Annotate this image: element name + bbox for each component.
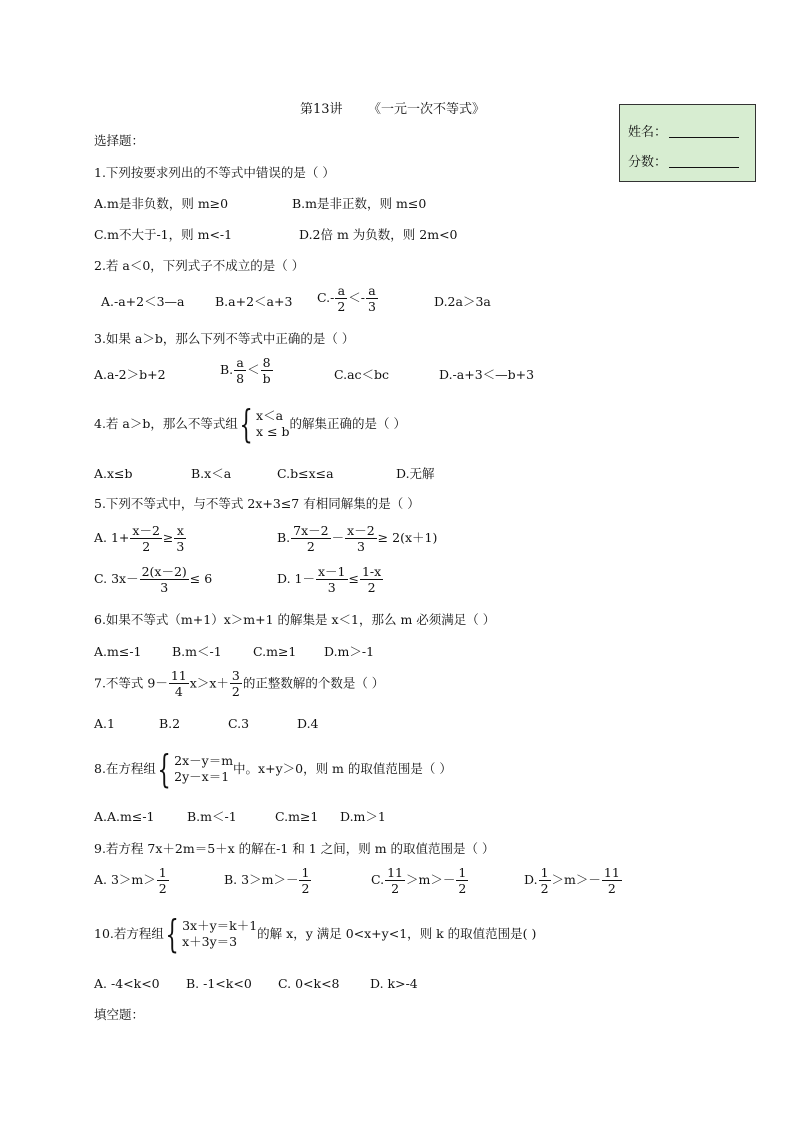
q8-option-c: C.m≥1 [275, 809, 319, 824]
q3-option-d: D.-a+3＜—b+3 [439, 367, 535, 382]
q2-option-c: C.- $\frac{a}{2}$ ＜- $\frac{a}{3}$ [317, 283, 376, 315]
q1-option-d: D.2倍 m 为负数，则 2m<0 [299, 227, 458, 242]
q8-option-a: A.A.m≤-1 [94, 809, 155, 824]
q6-option-c: C.m≥1 [253, 644, 297, 659]
q9-option-c: C. $\frac{11}{2}$ ＞m＞－ $\frac{1}{2}$ [371, 865, 467, 897]
q8-option-b: B.m＜-1 [187, 809, 237, 824]
q7-option-b: B.2 [159, 716, 181, 731]
q4-option-d: D.无解 [396, 466, 435, 481]
q3-option-b: B. $\frac{a}{8}$ ＜ $\frac{8}{b}$ [220, 355, 271, 387]
q6-option-b: B.m＜-1 [172, 644, 222, 659]
q3-option-c: C.ac＜bc [334, 367, 390, 382]
section-fill-heading: 填空题： [94, 1007, 145, 1022]
q3-option-a: A.a-2＞b+2 [94, 367, 166, 382]
q1-option-b: B.m是非正数，则 m≤0 [292, 196, 427, 211]
q1-option-a: A.m是非负数，则 m≥0 [94, 196, 229, 211]
q9-option-b: B. 3＞m＞－ $\frac{1}{2}$ [224, 865, 310, 897]
q4-stem: 4.若 a＞b，那么不等式组{ x＜a x ≤ b 的解集正确的是（ ） [94, 402, 407, 446]
q1-option-c: C.m不大于-1，则 m<-1 [94, 227, 233, 242]
q7-option-c: C.3 [228, 716, 250, 731]
name-label: 姓名： [628, 125, 668, 140]
q7-stem: 7.不等式 9－ $\frac{11}{4}$ x＞x＋ $\frac{3}{2}$ 的正整数解的个数是（ ） [94, 668, 385, 700]
q2-option-d: D.2a＞3a [434, 294, 491, 309]
score-label: 分数： [628, 155, 668, 170]
q2-stem: 2.若 a＜0，下列式子不成立的是（ ） [94, 258, 305, 273]
q6-option-a: A.m≤-1 [94, 644, 142, 659]
score-blank[interactable] [669, 167, 739, 168]
q4-option-b: B.x＜a [191, 466, 232, 481]
q8-stem: 8.在方程组{ 2x－y＝m 2y－x＝1 中。x+y＞0，则 m 的取值范围是（ ） [94, 747, 452, 791]
q7-option-a: A.1 [94, 716, 115, 731]
q1-stem: 1.下列按要求列出的不等式中错误的是（ ） [94, 165, 335, 180]
name-blank[interactable] [669, 137, 739, 138]
q10-option-a: A. -4<k<0 [94, 976, 160, 991]
page-title: 《一元一次不等式》 [368, 102, 486, 117]
q7-option-d: D.4 [297, 716, 319, 731]
q4-option-c: C.b≤x≤a [277, 466, 334, 481]
q2-option-b: B.a+2＜a+3 [215, 294, 293, 309]
score-row [628, 151, 739, 170]
q9-option-a: A. 3＞m＞ $\frac{1}{2}$ [94, 865, 167, 897]
q9-option-d: D. $\frac{1}{2}$ ＞m＞－ $\frac{11}{2}$ [524, 865, 620, 897]
lecture-number: 第13讲 [300, 102, 343, 117]
info-box [619, 104, 756, 182]
q10-option-c: C. 0<k<8 [278, 976, 340, 991]
q4-option-a: A.x≤b [94, 466, 133, 481]
q5-option-a: A. 1+ $\frac{x-2}{2}$ ≥ $\frac{x}{3}$ [94, 523, 185, 555]
q2-option-a: A.-a+2＜3—a [101, 294, 185, 309]
q8-option-d: D.m＞1 [340, 809, 386, 824]
q9-stem: 9.若方程 7x＋2m＝5＋x 的解在-1 和 1 之间，则 m 的取值范围是（ ） [94, 841, 495, 856]
q3-stem: 3.如果 a＞b，那么下列不等式中正确的是（ ） [94, 331, 355, 346]
q5-option-c: C. 3x－ $\frac{2(x-2)}{3}$ ≤ 6 [94, 564, 213, 596]
q10-option-b: B. -1<k<0 [186, 976, 252, 991]
section-choice-heading: 选择题： [94, 133, 145, 148]
q5-option-b: B. $\frac{7x-2}{2}$ － $\frac{x-2}{3}$ ≥ 2(x＋1) [277, 523, 438, 555]
name-row [628, 121, 739, 140]
q5-stem: 5.下列不等式中，与不等式 2x+3≤7 有相同解集的是（ ） [94, 496, 420, 511]
q6-stem: 6.如果不等式（m+1）x＞m+1 的解集是 x＜1，那么 m 必须满足（ ） [94, 612, 496, 627]
q10-stem: 10.若方程组{ 3x＋y＝k＋1 x＋3y＝3 的解 x，y 满足 0<x+y<1，则 k 的取值范围是( ) [94, 912, 537, 956]
q5-option-d: D. 1－ $\frac{x-1}{3}$ ≤ $\frac{1-x}{2}$ [277, 564, 382, 596]
q6-option-d: D.m＞-1 [324, 644, 375, 659]
q10-option-d: D. k>-4 [370, 976, 418, 991]
